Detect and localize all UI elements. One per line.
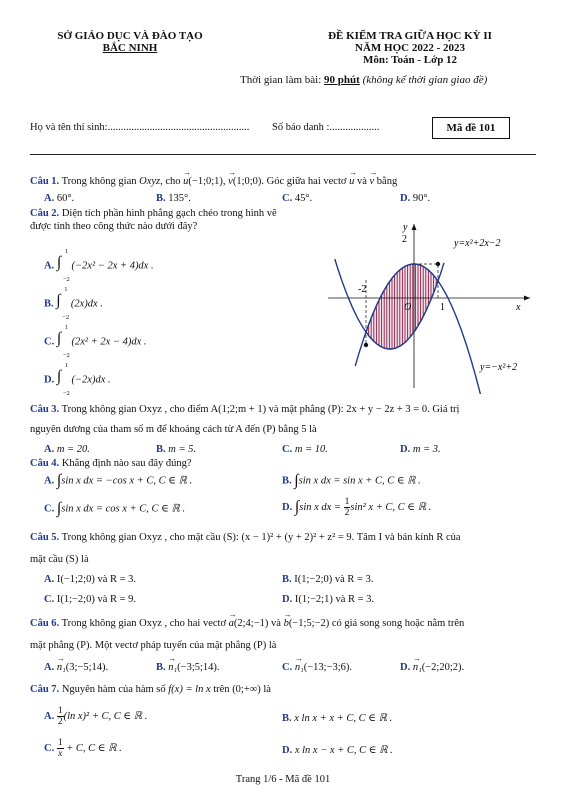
department-name	[30, 30, 230, 54]
exam-title: ĐỀ KIỂM TRA GIỮA HỌC KỲ II	[328, 30, 492, 42]
q5-number: Câu 5.	[30, 532, 60, 543]
question-5	[30, 532, 461, 543]
q1-v: → v	[228, 176, 233, 187]
q5-option-b[interactable]: B. I(1;−2;0) và R = 3.	[282, 574, 374, 585]
q6-option-b[interactable]: B. → n₁(−3;5;14).	[156, 662, 220, 673]
q6-option-d[interactable]: D. → n₁(−2;20;2).	[400, 662, 464, 673]
q1-v-coords: (1;0;0)	[232, 176, 262, 187]
q4-text: Khẳng định nào sau đây đúng?	[61, 458, 192, 469]
q6-vec-b: → b	[284, 618, 289, 629]
exam-header	[280, 30, 540, 66]
q4-number: Câu 4.	[30, 458, 60, 469]
subject: Môn: Toán - Lớp 12	[362, 54, 458, 66]
q4-option-a[interactable]: A. ∫sin x dx = −cos x + C, C ∈ ℝ .	[44, 472, 193, 489]
q1-text-b: , cho	[160, 176, 181, 187]
q2-text-line2: được tính theo công thức nào dưới đây?	[30, 221, 198, 232]
curve2-label: y=−x²+2	[480, 362, 518, 373]
question-3	[30, 404, 459, 415]
exam-code-box: Mã đề 101	[432, 117, 510, 139]
q3-option-a[interactable]: A. m = 20.	[44, 444, 90, 455]
q6-number: Câu 6.	[30, 618, 60, 629]
q5-option-d[interactable]: D. I(1;−2;1) và R = 3.	[282, 594, 375, 605]
q2-text-line1: Diện tích phần hình phẳng gạch chéo trong hình vẽ	[61, 208, 277, 219]
curve1-label: y=x²+2x−2	[454, 238, 501, 249]
tick-2: 2	[402, 234, 407, 245]
question-6	[30, 618, 464, 629]
q7-fx: f(x) = ln x	[168, 684, 211, 695]
q4-option-c[interactable]: C. ∫sin x dx = cos x + C, C ∈ ℝ .	[44, 500, 186, 517]
time-value: 90 phút	[324, 74, 360, 86]
q1-text-d: và	[356, 176, 367, 187]
q3-option-d[interactable]: D. m = 3.	[400, 444, 441, 455]
y-axis-arrow	[412, 224, 417, 230]
q1-number: Câu 1.	[30, 176, 60, 187]
origin-label: O	[404, 302, 412, 313]
q3-line2: nguyên dương của tham số m để khoảng cách từ A đến (P) bằng 5 là	[30, 424, 317, 435]
q6-line2: mặt phẳng (P). Một vectơ pháp tuyến của mặt phẳng (P) là	[30, 640, 277, 651]
q6-vec-a: → a	[229, 618, 234, 629]
y-axis-label: y	[403, 222, 408, 233]
x-axis-arrow	[524, 296, 530, 301]
q5-line2: mặt cầu (S) là	[30, 554, 89, 565]
q7-option-b[interactable]: B. x ln x + x + C, C ∈ ℝ .	[282, 713, 393, 724]
q7-option-a[interactable]: A. $\frac{1}{2}$ (ln x)² + C, C ∈ ℝ .	[44, 706, 148, 727]
q6-a-coords: (2;4;−1)	[233, 618, 269, 629]
q7-text-a: Nguyên hàm của hàm số	[61, 684, 166, 695]
time-note: (không kể thời gian giao đề)	[362, 74, 488, 86]
q2-option-a[interactable]: A. ∫ 1 −2 (−2x² − 2x + 4)dx .	[44, 248, 154, 283]
q7-number: Câu 7.	[30, 684, 60, 695]
q7-text-b: trên	[213, 684, 230, 695]
q1-option-a[interactable]: A. 60°.	[44, 193, 75, 204]
q1-text-c: . Góc giữa hai vectơ	[261, 176, 347, 187]
question-1: Câu 1. Trong không gian Oxyz, cho → u(−1;0;1), → v(1;0;0). Góc giữa hai vectơ → u và → v bằng	[30, 176, 397, 187]
q6-line1-b: và	[271, 618, 281, 629]
intersection-point-right	[436, 262, 440, 266]
q7-interval: (0;+∞)	[232, 684, 261, 695]
q1-u2: → u	[349, 176, 354, 187]
q2-number: Câu 2.	[30, 208, 60, 219]
q1-text-a: Trong không gian	[61, 176, 137, 187]
q5-line1: Trong không gian Oxyz , cho mặt cầu (S): (x − 1)² + (y + 2)² + z² = 9. Tâm I và bán kính R của	[61, 532, 461, 543]
dept-line2: BẮC NINH	[102, 42, 158, 54]
q4-option-b[interactable]: B. ∫sin x dx = sin x + C, C ∈ ℝ .	[282, 472, 421, 489]
school-year: NĂM HỌC 2022 - 2023	[355, 42, 465, 54]
q1-v2: → v	[369, 176, 374, 187]
page-footer: Trang 1/6 - Mã đề 101	[235, 774, 331, 785]
question-4	[30, 458, 192, 469]
question-2	[30, 208, 277, 219]
q5-option-a[interactable]: A. I(−1;2;0) và R = 3.	[44, 574, 137, 585]
area-figure	[320, 218, 536, 394]
q1-u-coords: (−1;0;1)	[188, 176, 223, 187]
intersection-point-left	[364, 343, 368, 347]
q2-option-c[interactable]: C. ∫ 1 −2 (2x² + 2x − 4)dx .	[44, 324, 147, 359]
q1-option-b[interactable]: B. 135°.	[156, 193, 191, 204]
q2-option-d[interactable]: D. ∫ 1 −2 (−2x)dx .	[44, 362, 111, 397]
q3-option-c[interactable]: C. m = 10.	[282, 444, 328, 455]
q2-option-b[interactable]: B. ∫ 1 −2 (2x)dx .	[44, 286, 103, 321]
q7-option-c[interactable]: C. $\frac{1}{x}$ + C, C ∈ ℝ .	[44, 738, 122, 759]
q6-line1-a: Trong không gian Oxyz , cho hai vectơ	[61, 618, 227, 629]
x-axis-label: x	[516, 302, 521, 313]
header-divider	[30, 154, 536, 155]
q7-text-c: là	[263, 684, 271, 695]
q6-line1-c: có giá song song hoặc nằm trên	[331, 618, 465, 629]
q6-b-coords: (−1;5;−2)	[288, 618, 330, 629]
time-line	[240, 74, 487, 86]
dept-line1: SỞ GIÁO DỤC VÀ ĐÀO TẠO	[57, 30, 203, 42]
q6-option-a[interactable]: A. → n₁(3;−5;14).	[44, 662, 108, 673]
q3-option-b[interactable]: B. m = 5.	[156, 444, 197, 455]
q1-option-d[interactable]: D. 90°.	[400, 193, 431, 204]
q1-option-c[interactable]: C. 45°.	[282, 193, 313, 204]
q1-text-e: bằng	[376, 176, 398, 187]
q3-number: Câu 3.	[30, 404, 60, 415]
tick-neg2: -2	[358, 284, 367, 295]
q4-option-d[interactable]: D. ∫sin x dx = $\frac{1}{2}$ sin² x + C, C ∈ ℝ .	[282, 497, 432, 518]
question-7	[30, 684, 271, 695]
q1-u: → u	[183, 176, 188, 187]
q3-line1: Trong không gian Oxyz , cho điểm A(1;2;m + 1) và mặt phẳng (P): 2x + y − 2z + 3 = 0. Giá trị	[61, 404, 460, 415]
q5-option-c[interactable]: C. I(1;−2;0) và R = 9.	[44, 594, 137, 605]
q1-space: Oxyz	[139, 176, 161, 187]
q7-option-d[interactable]: D. x ln x − x + C, C ∈ ℝ .	[282, 745, 393, 756]
student-name-field[interactable]: Họ và tên thí sinh:......................................................	[30, 122, 250, 133]
tick-1: 1	[440, 302, 445, 313]
q6-option-c[interactable]: C. → n₁(−13;−3;6).	[282, 662, 352, 673]
time-prefix: Thời gian làm bài:	[240, 74, 322, 86]
student-id-field[interactable]: Số báo danh :...................	[272, 122, 380, 133]
